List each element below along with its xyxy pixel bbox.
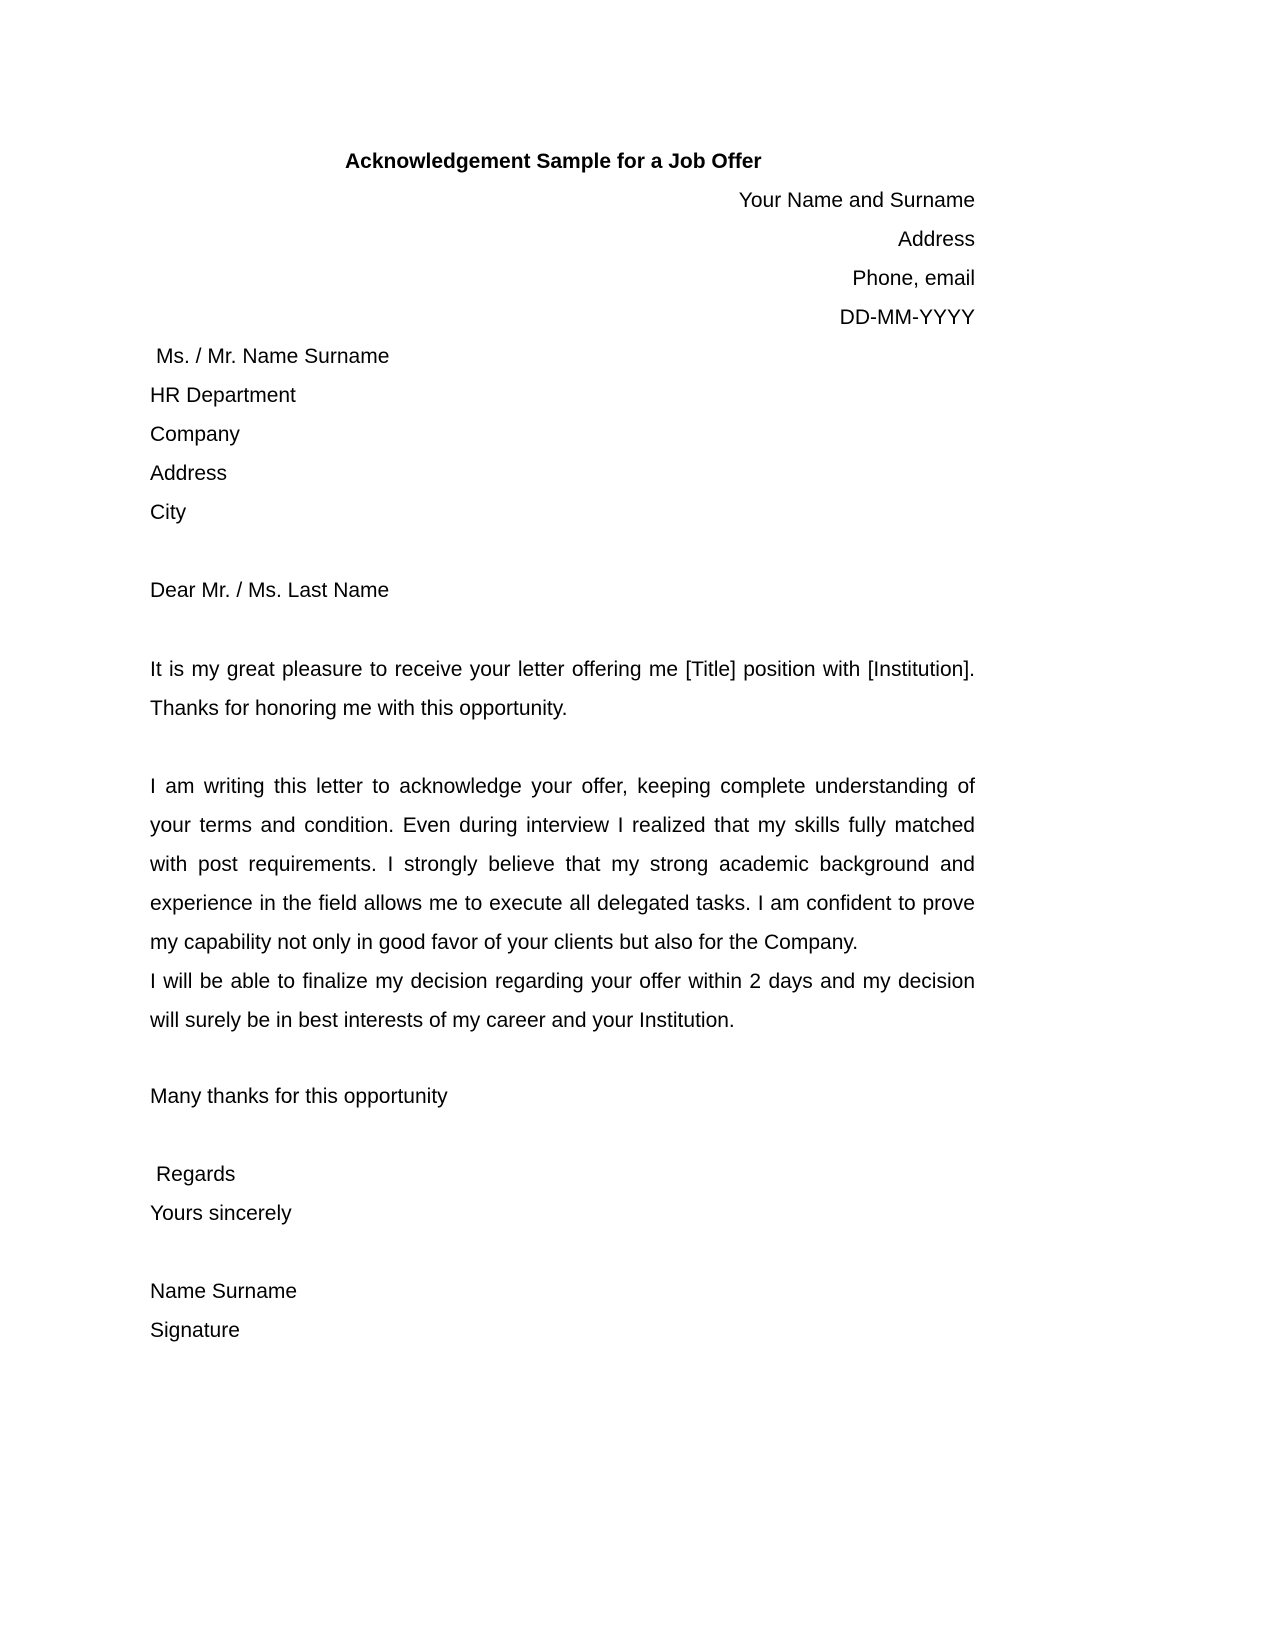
thanks-line: Many thanks for this opportunity: [150, 1085, 448, 1108]
letter-date: DD-MM-YYYY: [839, 306, 975, 329]
salutation: Dear Mr. / Ms. Last Name: [150, 579, 390, 602]
signature-line: Signature: [150, 1319, 240, 1342]
body-paragraph-2: I am writing this letter to acknowledge your offer, keeping complete understanding of your terms and condition. Even during interview I realized that my skills fully matched with post requirements. I strongly believe that my strong academic background and experience in the field allows me to execute all delegated tasks. I am confident to prove my capability not only in good favor of your clients but also for the Company.: [150, 775, 975, 954]
document-title: Acknowledgement Sample for a Job Offer: [345, 150, 762, 173]
sender-name: Your Name and Surname: [738, 189, 975, 212]
sender-address: Address: [897, 228, 975, 251]
recipient-city: City: [150, 501, 187, 524]
recipient-name: Ms. / Mr. Name Surname: [156, 345, 390, 368]
recipient-address: Address: [150, 462, 228, 485]
body-paragraph-3: I will be able to finalize my decision regarding your offer within 2 days and my decision will surely be in best interests of my career and your Institution.: [150, 970, 975, 1032]
signer-name: Name Surname: [150, 1280, 298, 1303]
recipient-department: HR Department: [150, 384, 296, 407]
sender-contact: Phone, email: [852, 267, 975, 290]
closing-regards: Regards: [156, 1163, 236, 1186]
recipient-company: Company: [150, 423, 240, 446]
closing-yours-sincerely: Yours sincerely: [150, 1202, 292, 1225]
body-paragraph-1: It is my great pleasure to receive your letter offering me [Title] position with [Institution]. Thanks for honoring me with this opportunity.: [150, 658, 975, 720]
